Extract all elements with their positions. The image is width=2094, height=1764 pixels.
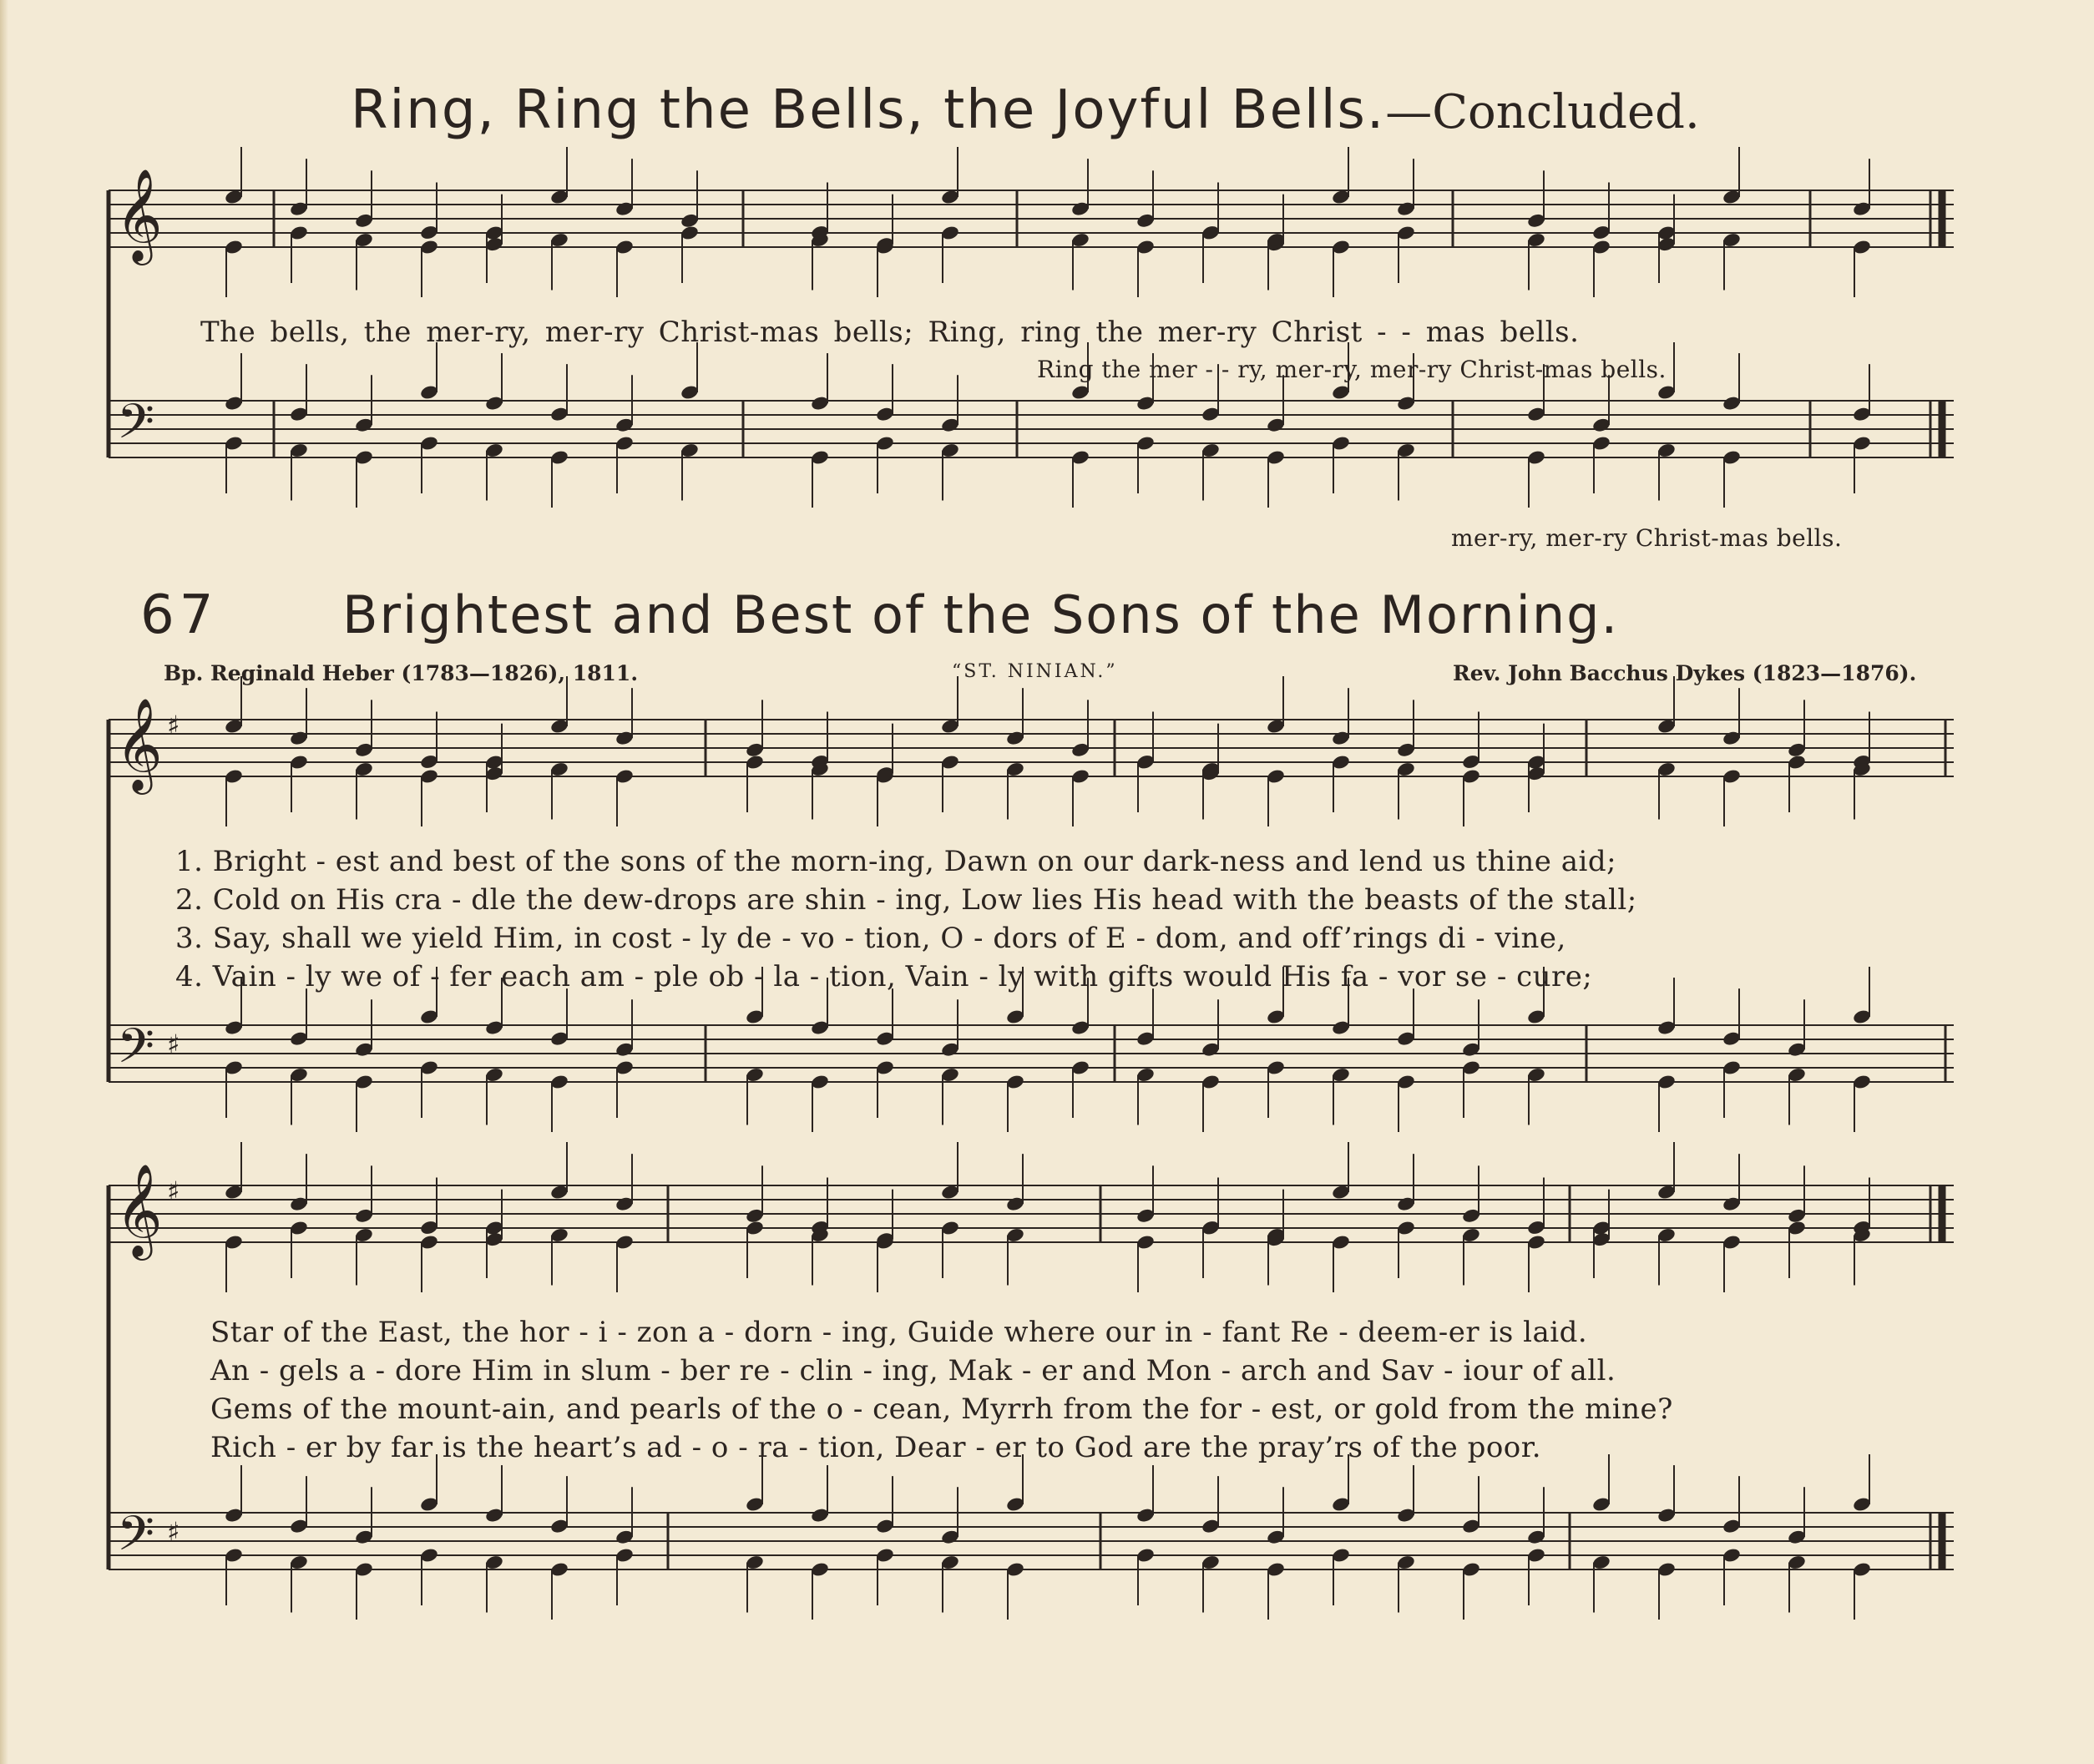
verse-4-line-1: 4. Vain - ly we of - fer each am - ple ob - la - tion, Vain - ly with gifts would His fa - vor se - cure;: [175, 960, 1593, 993]
svg-text:𝄢: 𝄢: [117, 393, 155, 462]
svg-text:𝄞: 𝄞: [115, 168, 163, 261]
hymn-number: 67: [140, 584, 219, 646]
verse-3-line-1: 3. Say, shall we yield Him, in cost - ly de - vo - tion, O - dors of E - dom, and off’rings di - vine,: [175, 922, 1566, 955]
svg-text:𝄢: 𝄢: [117, 1018, 155, 1086]
svg-text:♯: ♯: [167, 1175, 180, 1207]
svg-text:𝄞: 𝄞: [115, 1163, 163, 1256]
hymn-tune-name: “ST. NINIAN.”: [952, 661, 1118, 682]
verse-2-line-1: 2. Cold on His cra - dle the dew-drops are shin - ing, Low lies His head with the beasts of the stall;: [175, 883, 1637, 917]
top-hymn-alto-echo: Ring the mer - - ry, mer-ry, mer-ry Christ-mas bells.: [1037, 356, 1667, 383]
top-hymn-title: [351, 79, 1700, 141]
verse-2-line-2: An - gels a - dore Him in slum - ber re - clin - ing, Mak - er and Mon - arch and Sav - iour of all.: [210, 1354, 1616, 1387]
svg-text:♯: ♯: [167, 1029, 180, 1060]
svg-text:𝄢: 𝄢: [117, 1505, 155, 1574]
hymn-author: Bp. Reginald Heber (1783—1826), 1811.: [164, 661, 639, 685]
verse-4-line-2: Rich - er by far is the heart’s ad - o - ra - tion, Dear - er to God are the pray’rs of the poor.: [210, 1431, 1542, 1464]
verse-3-line-2: Gems of the mount-ain, and pearls of the o - cean, Myrrh from the for - est, or gold from the mine?: [210, 1392, 1673, 1426]
top-hymn-suffix: —Concluded.: [1385, 85, 1700, 139]
svg-text:𝄞: 𝄞: [115, 697, 163, 791]
svg-text:♯: ♯: [167, 710, 180, 741]
top-hymn-title-text: Ring, Ring the Bells, the Joyful Bells.: [351, 79, 1386, 141]
top-hymn-bass-echo: mer-ry, mer-ry Christ-mas bells.: [1451, 524, 1843, 552]
top-hymn-lyrics: The bells, the mer-ry, mer-ry Christ-mas bells; Ring, ring the mer-ry Christ - - mas bells.: [200, 316, 1580, 349]
hymn-title: Brightest and Best of the Sons of the Morning.: [342, 584, 1620, 645]
svg-text:♯: ♯: [167, 1516, 180, 1548]
verse-1-line-1: 1. Bright - est and best of the sons of the morn-ing, Dawn on our dark-ness and lend us thine aid;: [175, 845, 1617, 878]
verse-1-line-2: Star of the East, the hor - i - zon a - dorn - ing, Guide where our in - fant Re - deem-er is laid.: [210, 1316, 1588, 1349]
hymn-composer: Rev. John Bacchus Dykes (1823—1876).: [1453, 661, 1917, 685]
